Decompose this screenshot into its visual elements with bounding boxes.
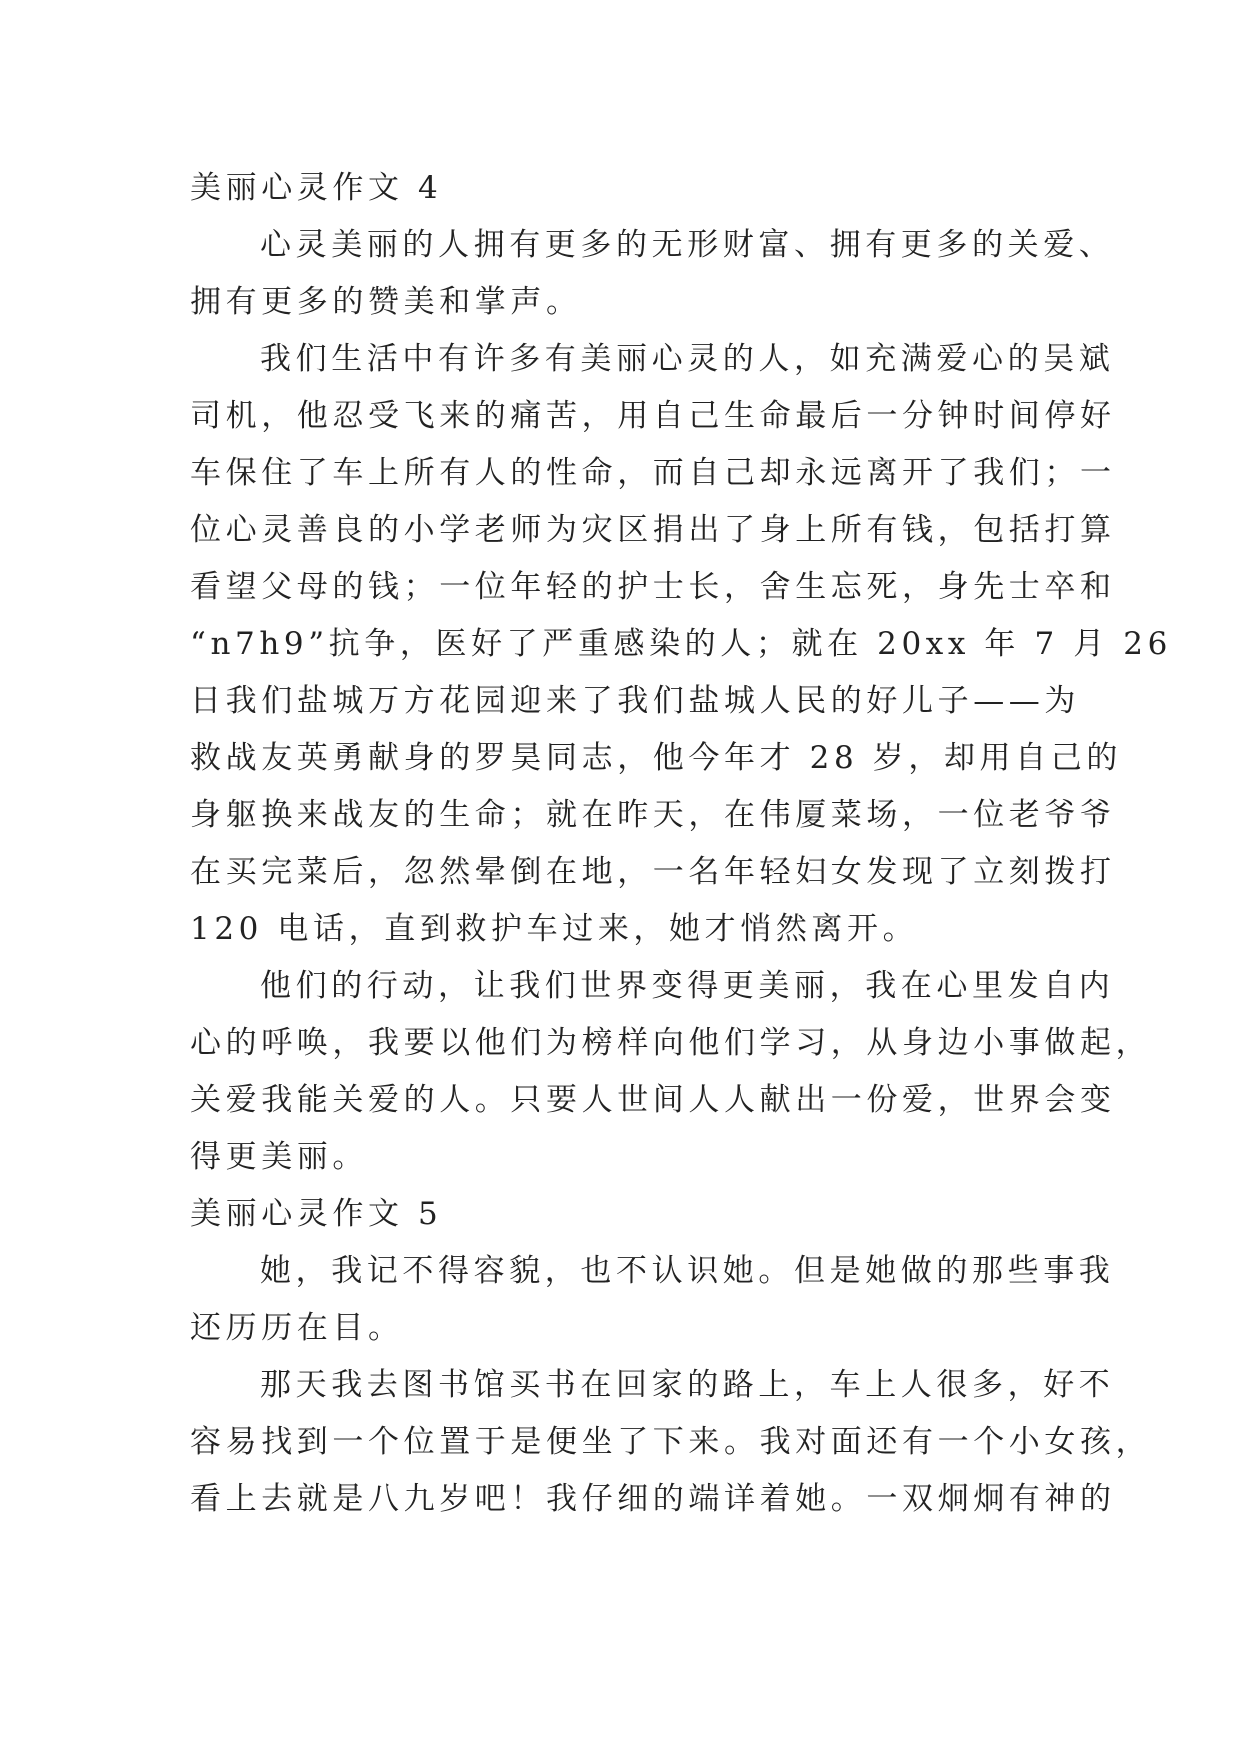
text-line: 日我们盐城万方花园迎来了我们盐城人民的好儿子——为 bbox=[190, 683, 1080, 719]
text-line: 在买完菜后，忽然晕倒在地，一名年轻妇女发现了立刻拨打 bbox=[190, 854, 1116, 890]
text-line: 位心灵善良的小学老师为灾区捐出了身上所有钱，包括打算 bbox=[190, 512, 1116, 548]
text-line: 心的呼唤，我要以他们为榜样向他们学习，从身边小事做起， bbox=[190, 1025, 1152, 1061]
text-line: 她，我记不得容貌，也不认识她。但是她做的那些事我 bbox=[260, 1253, 1115, 1289]
section-heading: 美丽心灵作文 4 bbox=[190, 170, 443, 206]
text-line: 看上去就是八九岁吧！我仔细的端详着她。一双炯炯有神的 bbox=[190, 1481, 1116, 1517]
text-line: 120 电话，直到救护车过来，她才悄然离开。 bbox=[190, 911, 919, 947]
text-line: “n7h9”抗争，医好了严重感染的人；就在 20xx 年 7 月 26 bbox=[190, 626, 1172, 662]
text-line: 那天我去图书馆买书在回家的路上，车上人很多，好不 bbox=[260, 1367, 1115, 1403]
paragraph bbox=[190, 217, 1115, 331]
text-line: 他们的行动，让我们世界变得更美丽，我在心里发自内 bbox=[260, 968, 1115, 1004]
paragraph bbox=[190, 1357, 1152, 1528]
paragraph bbox=[190, 1243, 1115, 1357]
section-heading: 美丽心灵作文 5 bbox=[190, 1196, 443, 1232]
document-body bbox=[190, 160, 1172, 1528]
text-line: 车保住了车上所有人的性命，而自己却永远离开了我们；一 bbox=[190, 455, 1116, 491]
text-line: 拥有更多的赞美和掌声。 bbox=[190, 284, 582, 320]
text-line: 司机，他忍受飞来的痛苦，用自己生命最后一分钟时间停好 bbox=[190, 398, 1116, 434]
text-line: 还历历在目。 bbox=[190, 1310, 404, 1346]
text-line: 关爱我能关爱的人。只要人世间人人献出一份爱，世界会变 bbox=[190, 1082, 1116, 1118]
text-line: 身躯换来战友的生命；就在昨天，在伟厦菜场，一位老爷爷 bbox=[190, 797, 1116, 833]
text-line: 看望父母的钱；一位年轻的护士长，舍生忘死，身先士卒和 bbox=[190, 569, 1116, 605]
text-line: 容易找到一个位置于是便坐了下来。我对面还有一个小女孩， bbox=[190, 1424, 1152, 1460]
text-line: 我们生活中有许多有美丽心灵的人，如充满爱心的吴斌 bbox=[260, 341, 1115, 377]
text-line: 心灵美丽的人拥有更多的无形财富、拥有更多的关爱、 bbox=[260, 227, 1115, 263]
paragraph bbox=[190, 331, 1172, 958]
paragraph bbox=[190, 958, 1152, 1186]
text-line: 救战友英勇献身的罗昊同志，他今年才 28 岁，却用自己的 bbox=[190, 740, 1122, 776]
text-line: 得更美丽。 bbox=[190, 1139, 368, 1175]
